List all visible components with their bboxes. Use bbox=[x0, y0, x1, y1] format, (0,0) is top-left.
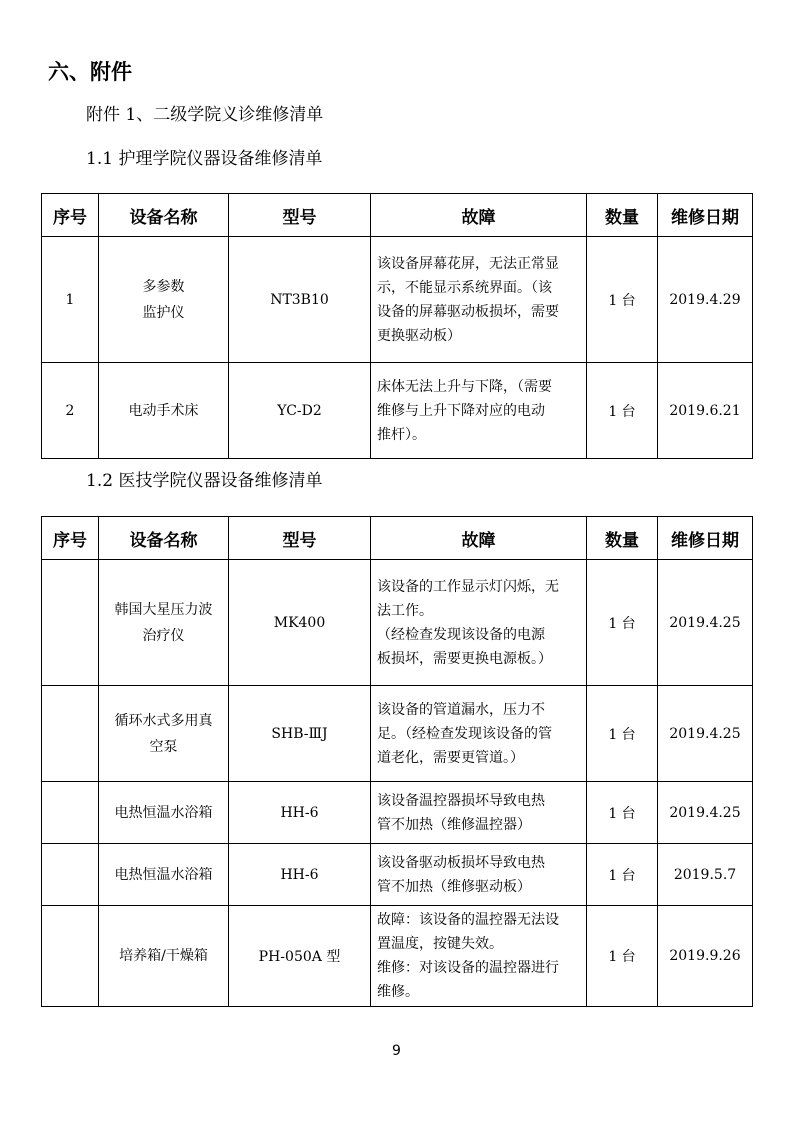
name-line: 电动手术床 bbox=[128, 402, 199, 419]
cell-date: 2019.4.29 bbox=[658, 237, 753, 363]
name-line: 循环水式多用真 bbox=[114, 712, 213, 729]
fault-line: 该设备温控器损坏导致电热 bbox=[377, 792, 545, 809]
cell-name bbox=[99, 363, 229, 459]
name-line: 监护仪 bbox=[142, 304, 185, 321]
fault-line: 该设备的工作显示灯闪烁，无 bbox=[377, 578, 559, 595]
table-row bbox=[42, 560, 753, 686]
cell-model: PH-050A 型 bbox=[229, 906, 371, 1007]
table1-subtitle: 1.1 护理学院仪器设备维修清单 bbox=[86, 149, 323, 169]
cell-date: 2019.4.25 bbox=[658, 560, 753, 686]
attachment-title: 附件 1、二级学院义诊维修清单 bbox=[86, 105, 324, 125]
cell-date: 2019.9.26 bbox=[658, 906, 753, 1007]
cell-name bbox=[99, 782, 229, 844]
cell-fault bbox=[371, 782, 587, 844]
header-name: 设备名称 bbox=[99, 194, 229, 237]
cell-no bbox=[42, 782, 99, 844]
name-line: 电热恒温水浴箱 bbox=[114, 804, 213, 821]
cell-no: 2 bbox=[42, 363, 99, 459]
fault-line: 道老化，需要更管道。） bbox=[377, 749, 524, 766]
fault-line: 床体无法上升与下降，（需要 bbox=[377, 378, 552, 395]
cell-model: SHB-ⅢJ bbox=[229, 686, 371, 782]
fault-line: 管不加热（维修温控器） bbox=[377, 816, 531, 833]
fault-line: 设备的屏幕驱动板损坏，需要 bbox=[377, 303, 559, 320]
cell-fault bbox=[371, 686, 587, 782]
fault-line: 该设备屏幕花屏，无法正常显 bbox=[377, 255, 559, 272]
fault-line: 维修：对该设备的温控器进行 bbox=[377, 960, 559, 976]
nursing-repair-table bbox=[41, 193, 753, 459]
fault-line: 维修与上升下降对应的电动 bbox=[377, 402, 545, 419]
header-qty: 数量 bbox=[587, 194, 658, 237]
cell-name bbox=[99, 844, 229, 906]
cell-qty: 1 台 bbox=[587, 782, 658, 844]
cell-qty: 1 台 bbox=[587, 906, 658, 1007]
cell-date: 2019.4.25 bbox=[658, 782, 753, 844]
cell-model: MK400 bbox=[229, 560, 371, 686]
fault-line: 该设备驱动板损坏导致电热 bbox=[377, 854, 545, 871]
cell-date: 2019.5.7 bbox=[658, 844, 753, 906]
section-heading: 六、附件 bbox=[48, 60, 132, 84]
header-fault: 故障 bbox=[371, 194, 587, 237]
cell-model: YC-D2 bbox=[229, 363, 371, 459]
cell-no: 1 bbox=[42, 237, 99, 363]
table-row bbox=[42, 363, 753, 459]
cell-no bbox=[42, 906, 99, 1007]
table-row bbox=[42, 906, 753, 1007]
table-header-row bbox=[42, 517, 753, 560]
fault-line: 故障：该设备的温控器无法设 bbox=[377, 912, 559, 928]
table-header-row bbox=[42, 194, 753, 237]
fault-line: 板损坏，需要更换电源板。） bbox=[377, 650, 552, 667]
fault-line: 示，不能显示系统界面。（该 bbox=[377, 279, 552, 296]
fault-line: （经检查发现该设备的电源 bbox=[377, 626, 545, 643]
medtech-repair-table bbox=[41, 516, 753, 1007]
table-row bbox=[42, 237, 753, 363]
page-number: 9 bbox=[392, 1043, 401, 1059]
fault-line: 管不加热（维修驱动板） bbox=[377, 878, 531, 895]
table2-subtitle: 1.2 医技学院仪器设备维修清单 bbox=[86, 471, 323, 491]
cell-fault bbox=[371, 906, 587, 1007]
name-line: 空泵 bbox=[149, 738, 178, 755]
fault-line: 更换驱动板） bbox=[377, 327, 461, 344]
name-line: 培养箱/干燥箱 bbox=[119, 948, 208, 964]
cell-qty: 1 台 bbox=[587, 844, 658, 906]
cell-no bbox=[42, 686, 99, 782]
cell-date: 2019.6.21 bbox=[658, 363, 753, 459]
header-date: 维修日期 bbox=[658, 194, 753, 237]
cell-date: 2019.4.25 bbox=[658, 686, 753, 782]
name-line: 电热恒温水浴箱 bbox=[114, 866, 213, 883]
fault-line: 置温度，按键失效。 bbox=[377, 936, 503, 952]
fault-line: 推杆）。 bbox=[377, 426, 426, 443]
header-no: 序号 bbox=[42, 517, 99, 560]
fault-line: 该设备的管道漏水，压力不 bbox=[377, 701, 545, 718]
cell-name bbox=[99, 906, 229, 1007]
name-line: 治疗仪 bbox=[142, 627, 185, 644]
table-row bbox=[42, 782, 753, 844]
cell-name bbox=[99, 686, 229, 782]
cell-fault bbox=[371, 363, 587, 459]
cell-model: NT3B10 bbox=[229, 237, 371, 363]
cell-no bbox=[42, 844, 99, 906]
cell-fault bbox=[371, 237, 587, 363]
table-row bbox=[42, 844, 753, 906]
cell-fault bbox=[371, 560, 587, 686]
header-model: 型号 bbox=[229, 517, 371, 560]
cell-model: HH-6 bbox=[229, 844, 371, 906]
name-line: 韩国大星压力波 bbox=[114, 601, 213, 618]
name-line: 多参数 bbox=[142, 278, 185, 295]
cell-qty: 1 台 bbox=[587, 686, 658, 782]
table-row bbox=[42, 686, 753, 782]
cell-fault bbox=[371, 844, 587, 906]
cell-qty: 1 台 bbox=[587, 363, 658, 459]
fault-line: 法工作。 bbox=[377, 602, 433, 619]
cell-name bbox=[99, 237, 229, 363]
cell-qty: 1 台 bbox=[587, 237, 658, 363]
header-qty: 数量 bbox=[587, 517, 658, 560]
fault-line: 足。（经检查发现该设备的管 bbox=[377, 725, 552, 742]
header-name: 设备名称 bbox=[99, 517, 229, 560]
cell-qty: 1 台 bbox=[587, 560, 658, 686]
header-model: 型号 bbox=[229, 194, 371, 237]
cell-name bbox=[99, 560, 229, 686]
cell-no bbox=[42, 560, 99, 686]
fault-line: 维修。 bbox=[377, 984, 419, 1000]
header-date: 维修日期 bbox=[658, 517, 753, 560]
header-fault: 故障 bbox=[371, 517, 587, 560]
cell-model: HH-6 bbox=[229, 782, 371, 844]
header-no: 序号 bbox=[42, 194, 99, 237]
